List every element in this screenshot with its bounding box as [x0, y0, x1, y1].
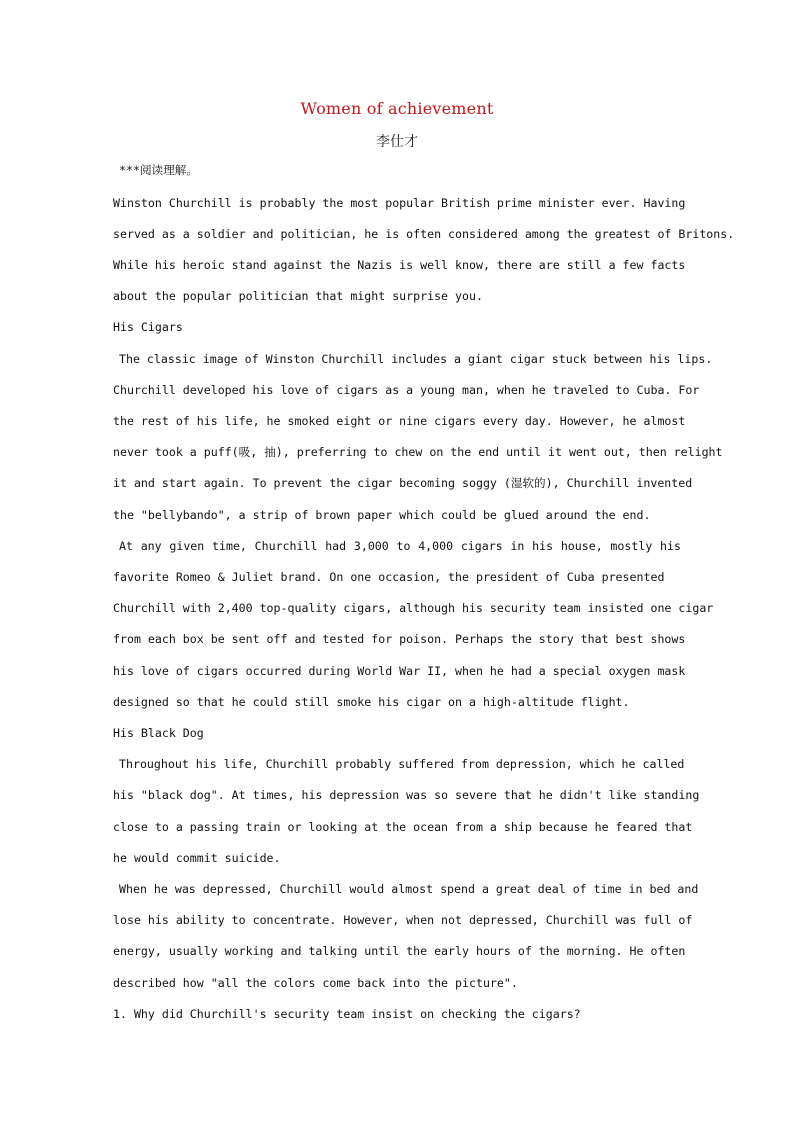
paragraph-line: never took a puff(吸, 抽), preferring to chew on the end until it went out, then relight [113, 445, 723, 459]
paragraph-line: At any given time, Churchill had 3,000 to 4,000 cigars in his house, mostly his [119, 539, 681, 553]
question-1: 1. Why did Churchill's security team insist on checking the cigars? [113, 1007, 581, 1021]
paragraph-line: his "black dog". At times, his depression was so severe that he didn't like standing [113, 788, 700, 802]
paragraph-line: Throughout his life, Churchill probably suffered from depression, which he called [119, 757, 685, 771]
paragraph-line: about the popular politician that might surprise you. [113, 289, 483, 303]
paragraph-line: his love of cigars occurred during World War II, when he had a special oxygen mask [113, 664, 686, 678]
paragraph-line: designed so that he could still smoke his cigar on a high-altitude flight. [113, 695, 630, 709]
paragraph-line: he would commit suicide. [113, 851, 281, 865]
paragraph-line: served as a soldier and politician, he is often considered among the greatest of Britons. [113, 227, 735, 241]
author-name: 李仕才 [376, 134, 418, 150]
paragraph-line: the "bellybando", a strip of brown paper which could be glued around the end. [113, 508, 651, 522]
document-title: Women of achievement [300, 99, 494, 118]
paragraph-line: lose his ability to concentrate. However, when not depressed, Churchill was full of [113, 913, 693, 927]
paragraph-line: Churchill developed his love of cigars as a young man, when he traveled to Cuba. For [113, 383, 700, 397]
paragraph-line: described how "all the colors come back into the picture". [113, 976, 518, 990]
paragraph-line: it and start again. To prevent the cigar becoming soggy (湿软的), Churchill invented [113, 476, 693, 490]
paragraph-line: Churchill with 2,400 top-quality cigars, although his security team insisted one cigar [113, 601, 714, 615]
section-heading-black-dog: His Black Dog [113, 726, 204, 740]
instruction-label: ***阅读理解。 [119, 163, 198, 177]
paragraph-line: close to a passing train or looking at the ocean from a ship because he feared that [113, 820, 693, 834]
paragraph-line: energy, usually working and talking until the early hours of the morning. He often [113, 944, 686, 958]
paragraph-line: When he was depressed, Churchill would almost spend a great deal of time in bed and [119, 882, 699, 896]
section-heading-cigars: His Cigars [113, 320, 183, 334]
paragraph-line: from each box be sent off and tested for poison. Perhaps the story that best shows [113, 632, 686, 646]
paragraph-line: While his heroic stand against the Nazis is well know, there are still a few facts [113, 258, 686, 272]
paragraph-line: The classic image of Winston Churchill includes a giant cigar stuck between his lips. [119, 352, 713, 366]
paragraph-line: the rest of his life, he smoked eight or nine cigars every day. However, he almost [113, 414, 686, 428]
paragraph-line: Winston Churchill is probably the most popular British prime minister ever. Having [113, 196, 686, 210]
paragraph-line: favorite Romeo & Juliet brand. On one occasion, the president of Cuba presented [113, 570, 665, 584]
